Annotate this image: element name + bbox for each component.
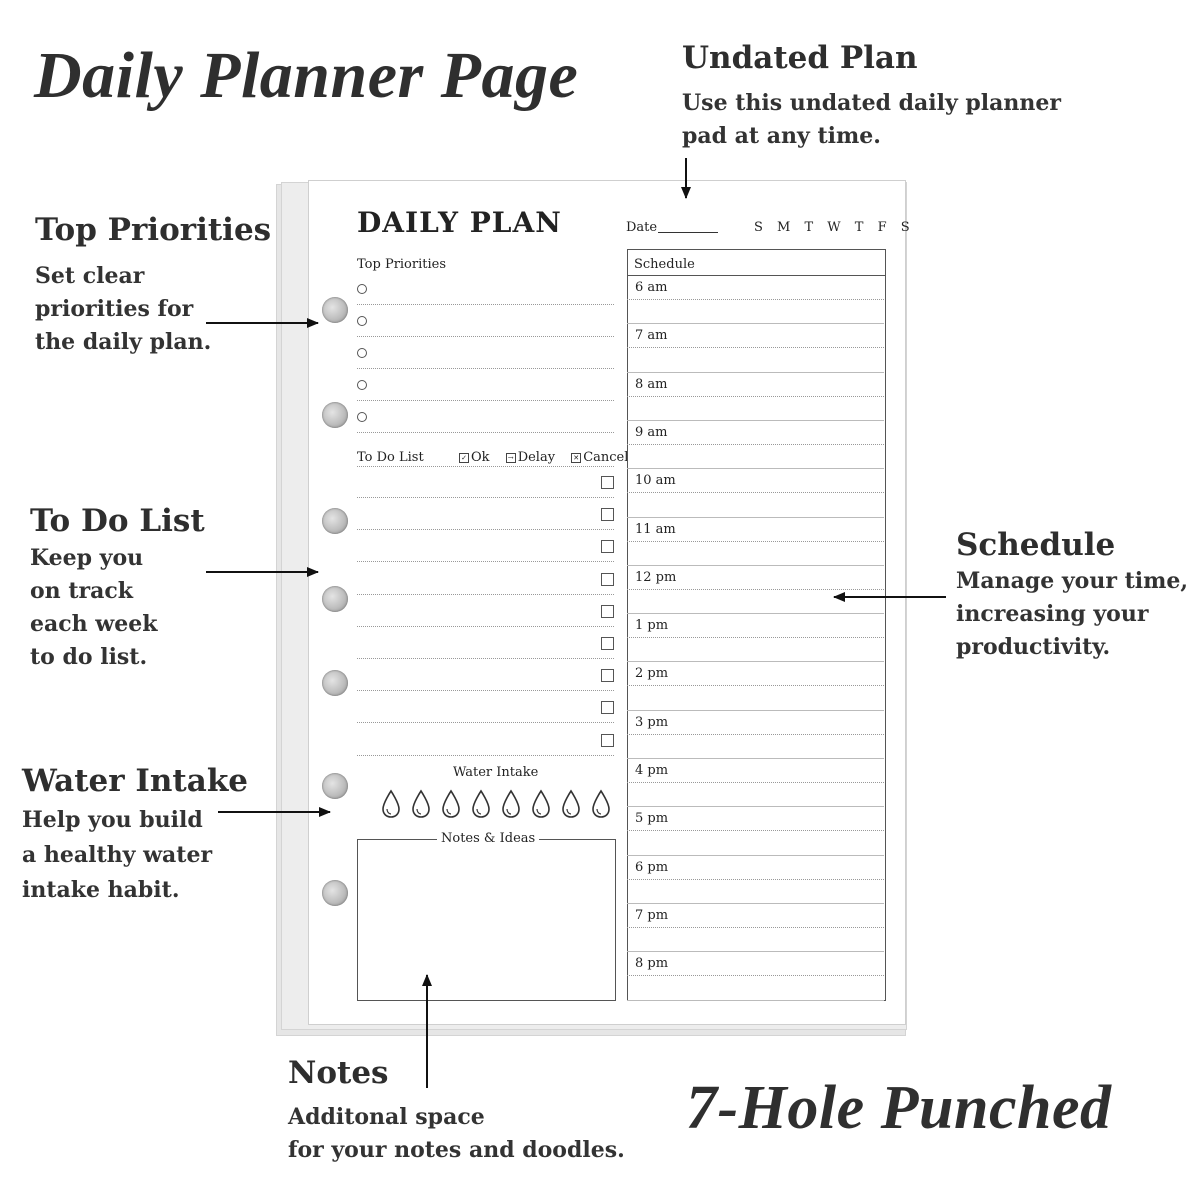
todo-line[interactable]	[357, 497, 614, 498]
annotation-line: on track	[30, 578, 133, 604]
water-intake-label: Water Intake	[453, 765, 539, 780]
water-drop-icon[interactable]	[530, 789, 552, 819]
schedule-half-line[interactable]	[627, 299, 884, 300]
annotation-line: for your notes and doodles.	[288, 1137, 625, 1163]
annotation-line: each week	[30, 611, 158, 637]
annotation-line: Set clear	[35, 263, 145, 289]
priority-line[interactable]	[357, 400, 614, 401]
annotation-notes-heading: Notes	[288, 1055, 389, 1091]
schedule-half-line[interactable]	[627, 396, 884, 397]
ok-check-icon: ✓	[459, 453, 469, 463]
schedule-hour-line[interactable]	[627, 806, 884, 807]
annotation-line: Keep you	[30, 545, 144, 571]
schedule-time: 10 am	[635, 473, 676, 489]
schedule-time: 6 pm	[635, 859, 669, 875]
water-drop-icon[interactable]	[500, 789, 522, 819]
schedule-hour-line[interactable]	[627, 613, 884, 614]
annotation-schedule-text	[956, 565, 1188, 664]
notes-box[interactable]	[357, 839, 616, 1001]
schedule-hour-line[interactable]	[627, 903, 884, 904]
date-field[interactable]	[658, 232, 718, 233]
daily-plan-title: DAILY PLAN	[357, 206, 562, 239]
annotation-water-text	[22, 803, 212, 908]
schedule-half-line[interactable]	[627, 444, 884, 445]
schedule-half-line[interactable]	[627, 879, 884, 880]
punch-hole-icon	[322, 297, 348, 323]
schedule-time: 12 pm	[635, 569, 677, 585]
cancel-x-icon: ✕	[571, 453, 581, 463]
legend-ok: Ok	[471, 450, 490, 465]
annotation-water-heading: Water Intake	[22, 763, 249, 799]
annotation-line: to do list.	[30, 644, 148, 670]
schedule-half-line[interactable]	[627, 975, 884, 976]
annotation-line: priorities for	[35, 296, 194, 322]
water-drop-icon[interactable]	[410, 789, 432, 819]
schedule-half-line[interactable]	[627, 347, 884, 348]
schedule-half-line[interactable]	[627, 782, 884, 783]
checkbox-icon[interactable]	[601, 637, 614, 650]
water-drop-icon[interactable]	[560, 789, 582, 819]
checkbox-icon[interactable]	[601, 701, 614, 714]
top-priorities-label: Top Priorities	[357, 257, 447, 272]
schedule-time: 9 am	[635, 424, 668, 440]
priority-bullet-icon	[357, 348, 367, 358]
punch-hole-icon	[322, 402, 348, 428]
weekday-selector[interactable]: S M T W T F S	[754, 220, 915, 235]
annotation-undated-text	[682, 87, 1061, 153]
schedule-header-rule	[627, 275, 885, 276]
water-drop-icon[interactable]	[590, 789, 612, 819]
notes-label: Notes & Ideas	[437, 831, 539, 846]
annotation-todo-heading: To Do List	[30, 503, 205, 539]
todo-line[interactable]	[357, 594, 614, 595]
schedule-hour-line[interactable]	[627, 951, 884, 952]
todo-label: To Do List	[357, 450, 424, 465]
water-drop-icon[interactable]	[440, 789, 462, 819]
priority-bullet-icon	[357, 316, 367, 326]
todo-line[interactable]	[357, 755, 614, 756]
schedule-time: 6 am	[635, 280, 668, 295]
priority-bullet-icon	[357, 284, 367, 294]
punch-hole-icon	[322, 880, 348, 906]
schedule-half-line[interactable]	[627, 685, 884, 686]
schedule-time: 7 pm	[635, 907, 669, 923]
schedule-half-line[interactable]	[627, 734, 884, 735]
checkbox-icon[interactable]	[601, 605, 614, 618]
schedule-hour-line[interactable]	[627, 372, 884, 373]
water-drop-icon[interactable]	[470, 789, 492, 819]
schedule-time: 11 am	[635, 521, 676, 537]
todo-line[interactable]	[357, 529, 614, 530]
priority-line[interactable]	[357, 432, 614, 433]
priority-line[interactable]	[357, 336, 614, 337]
schedule-hour-line[interactable]	[627, 661, 884, 662]
legend-delay: Delay	[517, 450, 556, 465]
annotation-notes-text	[288, 1101, 625, 1167]
annotation-line: productivity.	[956, 634, 1111, 660]
schedule-half-line[interactable]	[627, 589, 884, 590]
checkbox-icon[interactable]	[601, 476, 614, 489]
annotation-undated-heading: Undated Plan	[682, 40, 918, 76]
footer-title: 7-Hole Punched	[686, 1074, 1112, 1142]
annotation-priorities-heading: Top Priorities	[35, 212, 272, 248]
checkbox-icon[interactable]	[601, 573, 614, 586]
todo-line[interactable]	[357, 626, 614, 627]
priority-bullet-icon	[357, 380, 367, 390]
schedule-hour-line[interactable]	[627, 855, 884, 856]
todo-top-line	[357, 466, 614, 467]
annotation-line: Help you build	[22, 807, 203, 833]
annotation-line: the daily plan.	[35, 329, 212, 355]
checkbox-icon[interactable]	[601, 734, 614, 747]
legend-cancel: Cancel	[583, 450, 629, 465]
schedule-hour-line[interactable]	[627, 468, 884, 469]
schedule-half-line[interactable]	[627, 637, 884, 638]
checkbox-icon[interactable]	[601, 540, 614, 553]
delay-icon: →	[506, 453, 516, 463]
schedule-hour-line[interactable]	[627, 323, 884, 324]
priority-line[interactable]	[357, 304, 614, 305]
schedule-hour-line[interactable]	[627, 565, 884, 566]
annotation-schedule-heading: Schedule	[956, 527, 1116, 563]
priority-bullet-icon	[357, 412, 367, 422]
annotation-line: Additonal space	[288, 1104, 485, 1130]
todo-legend	[459, 450, 628, 465]
schedule-time: 3 pm	[635, 714, 669, 730]
schedule-time: 2 pm	[635, 666, 669, 682]
annotation-line: Use this undated daily planner	[682, 90, 1061, 116]
schedule-hour-line[interactable]	[627, 758, 884, 759]
schedule-hour-line[interactable]	[627, 1000, 884, 1001]
schedule-time: 8 pm	[635, 956, 669, 972]
schedule-label: Schedule	[634, 257, 695, 272]
schedule-time: 1 pm	[635, 618, 669, 634]
checkbox-icon[interactable]	[601, 669, 614, 682]
schedule-half-line[interactable]	[627, 830, 884, 831]
annotation-line: a healthy water	[22, 842, 213, 868]
todo-line[interactable]	[357, 561, 614, 562]
schedule-time: 5 pm	[635, 811, 669, 827]
schedule-time: 4 pm	[635, 763, 669, 778]
schedule-half-line[interactable]	[627, 541, 884, 542]
schedule-half-line[interactable]	[627, 927, 884, 928]
annotation-line: increasing your	[956, 601, 1149, 627]
annotation-line: intake habit.	[22, 877, 180, 903]
annotation-todo-text	[30, 542, 157, 674]
punch-hole-icon	[322, 773, 348, 799]
priority-line[interactable]	[357, 368, 614, 369]
checkbox-icon[interactable]	[601, 508, 614, 521]
todo-line[interactable]	[357, 722, 614, 723]
water-drop-icon[interactable]	[380, 789, 402, 819]
schedule-time: 8 am	[635, 376, 668, 392]
schedule-time: 7 am	[635, 328, 668, 344]
todo-line[interactable]	[357, 690, 614, 691]
schedule-hour-line[interactable]	[627, 420, 884, 421]
punch-hole-icon	[322, 508, 348, 534]
schedule-half-line[interactable]	[627, 492, 884, 493]
annotation-priorities-text	[35, 260, 211, 359]
punch-hole-icon	[322, 586, 348, 612]
annotation-line: Manage your time,	[956, 568, 1189, 594]
punch-hole-icon	[322, 670, 348, 696]
todo-line[interactable]	[357, 658, 614, 659]
page-title: Daily Planner Page	[34, 39, 579, 112]
schedule-hour-line[interactable]	[627, 710, 884, 711]
annotation-line: pad at any time.	[682, 123, 881, 149]
schedule-hour-line[interactable]	[627, 517, 884, 518]
date-label: Date	[626, 220, 658, 235]
